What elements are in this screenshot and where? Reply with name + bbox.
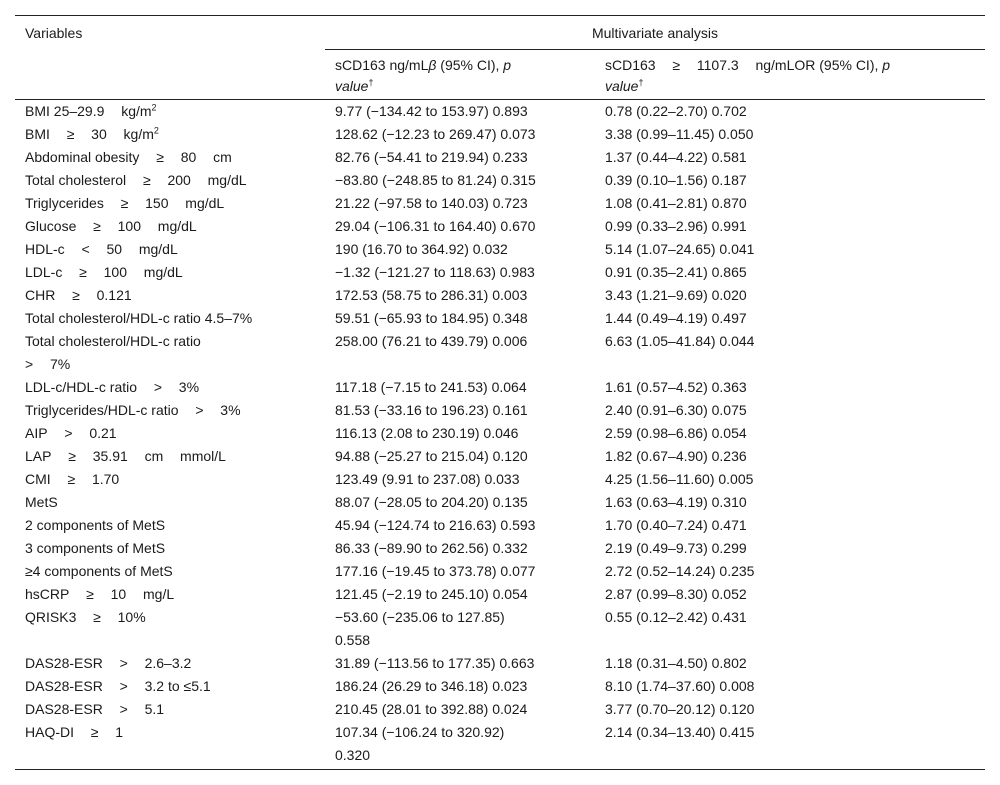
variable-label: BMI 25–29.9 kg/m: [25, 103, 152, 119]
variable-cell: [15, 330, 325, 376]
variable-cell: [15, 261, 325, 284]
or-cell: 3.43 (1.21–9.69) 0.020: [605, 287, 747, 303]
variable-label: DAS28-ESR > 3.2 to ≤5.1: [25, 678, 211, 694]
beta-cell: 121.45 (−2.19 to 245.10) 0.054: [335, 586, 528, 602]
variable-label: HDL-c < 50 mg/dL: [25, 241, 178, 257]
variable-cell: [15, 445, 325, 468]
beta-cell: 117.18 (−7.15 to 241.53) 0.064: [335, 379, 527, 395]
beta-cell: 88.07 (−28.05 to 204.20) 0.135: [335, 494, 528, 510]
variable-cell: [15, 560, 325, 583]
table-row: [15, 514, 985, 537]
variable-cell: [15, 146, 325, 169]
variable-cell: [15, 652, 325, 675]
table-row: [15, 698, 985, 721]
variable-label: HAQ-DI ≥ 1: [25, 724, 124, 740]
or-cell: 1.70 (0.40–7.24) 0.471: [605, 517, 747, 533]
variable-label: Triglycerides/HDL-c ratio > 3%: [25, 402, 241, 418]
blank-header-cell: [15, 50, 325, 100]
table-row: [15, 583, 985, 606]
variable-cell: [15, 468, 325, 491]
or-cell: 1.63 (0.63–4.19) 0.310: [605, 494, 747, 510]
variable-label: Abdominal obesity ≥ 80 cm: [25, 149, 232, 165]
or-cell: 3.38 (0.99–11.45) 0.050: [605, 126, 754, 142]
variable-label: 2 components of MetS: [25, 517, 166, 533]
or-cell: 0.39 (0.10–1.56) 0.187: [605, 172, 747, 188]
table-row: [15, 445, 985, 468]
table-row: [15, 399, 985, 422]
variable-label: CHR ≥ 0.121: [25, 287, 132, 303]
beta-cell: 59.51 (−65.93 to 184.95) 0.348: [335, 310, 528, 326]
variable-cell: [15, 123, 325, 146]
variable-cell: [15, 491, 325, 514]
variable-label: ≥4 components of MetS: [25, 563, 173, 579]
table-row: [15, 100, 985, 124]
or-cell: 1.08 (0.41–2.81) 0.870: [605, 195, 747, 211]
variable-label: DAS28-ESR > 5.1: [25, 701, 165, 717]
beta-cell: 45.94 (−124.74 to 216.63) 0.593: [335, 517, 536, 533]
variable-cell: [15, 721, 325, 770]
beta-cell: 128.62 (−12.23 to 269.47) 0.073: [335, 126, 536, 142]
variable-label: CMI ≥ 1.70: [25, 471, 120, 487]
or-cell: 0.78 (0.22–2.70) 0.702: [605, 103, 747, 119]
beta-cell: 177.16 (−19.45 to 373.78) 0.077: [335, 563, 536, 579]
variable-cell: [15, 192, 325, 215]
multivariate-group-header: Multivariate analysis: [325, 16, 985, 50]
variable-label: Triglycerides ≥ 150 mg/dL: [25, 195, 225, 211]
variable-cell: [15, 399, 325, 422]
variable-cell: [15, 537, 325, 560]
or-cell: 2.19 (0.49–9.73) 0.299: [605, 540, 747, 556]
or-cell: 5.14 (1.07–24.65) 0.041: [605, 241, 755, 257]
beta-cell: 81.53 (−33.16 to 196.23) 0.161: [335, 402, 528, 418]
variable-label: LAP ≥ 35.91 cm mmol/L: [25, 448, 226, 464]
variable-cell: [15, 675, 325, 698]
or-cell: 0.91 (0.35–2.41) 0.865: [605, 264, 747, 280]
beta-cell: 123.49 (9.91 to 237.08) 0.033: [335, 471, 520, 487]
table-row: [15, 468, 985, 491]
table-row: [15, 123, 985, 146]
or-cell: 1.18 (0.31–4.50) 0.802: [605, 655, 747, 671]
variable-cell: [15, 307, 325, 330]
beta-cell: 82.76 (−54.41 to 219.94) 0.233: [335, 149, 528, 165]
table-row: [15, 376, 985, 399]
superscript: 2: [151, 102, 157, 113]
beta-cell: 107.34 (−106.24 to 320.92) 0.320: [325, 721, 595, 770]
table-row: [15, 261, 985, 284]
beta-cell: 94.88 (−25.27 to 215.04) 0.120: [335, 448, 528, 464]
variable-cell: [15, 100, 325, 124]
beta-cell: 172.53 (58.75 to 286.31) 0.003: [335, 287, 528, 303]
table-row: [15, 560, 985, 583]
variable-cell: [15, 698, 325, 721]
table-row: [15, 606, 985, 652]
variable-label: Total cholesterol ≥ 200 mg/dL: [25, 172, 247, 188]
variable-cell: [15, 422, 325, 445]
table-row: [15, 422, 985, 445]
variable-cell: [15, 238, 325, 261]
table-row: [15, 284, 985, 307]
or-cell: 1.37 (0.44–4.22) 0.581: [605, 149, 747, 165]
or-cell: 0.99 (0.33–2.96) 0.991: [605, 218, 747, 234]
beta-cell: 116.13 (2.08 to 230.19) 0.046: [335, 425, 519, 441]
or-cell: 1.82 (0.67–4.90) 0.236: [605, 448, 747, 464]
beta-cell: 86.33 (−89.90 to 262.56) 0.332: [335, 540, 528, 556]
beta-cell: 258.00 (76.21 to 439.79) 0.006: [335, 333, 528, 349]
variable-cell: [15, 376, 325, 399]
table-row: [15, 721, 985, 770]
beta-cell: 210.45 (28.01 to 392.88) 0.024: [335, 701, 528, 717]
table-row: [15, 330, 985, 376]
table-row: [15, 307, 985, 330]
or-cell: 0.55 (0.12–2.42) 0.431: [605, 609, 747, 625]
beta-cell: −1.32 (−121.27 to 118.63) 0.983: [335, 264, 535, 280]
variable-cell: [15, 169, 325, 192]
variable-label: QRISK3 ≥ 10%: [25, 609, 146, 625]
multivariate-table: [15, 15, 985, 770]
variable-cell: [15, 583, 325, 606]
variable-label: hsCRP ≥ 10 mg/L: [25, 586, 175, 602]
variable-cell: [15, 514, 325, 537]
table-row: [15, 215, 985, 238]
or-cell: 3.77 (0.70–20.12) 0.120: [605, 701, 755, 717]
table-row: [15, 675, 985, 698]
beta-cell: 21.22 (−97.58 to 140.03) 0.723: [335, 195, 528, 211]
table-row: [15, 169, 985, 192]
or-cell: 1.61 (0.57–4.52) 0.363: [605, 379, 747, 395]
variable-label: DAS28-ESR > 2.6–3.2: [25, 655, 192, 671]
beta-cell: 29.04 (−106.31 to 164.40) 0.670: [335, 218, 536, 234]
table-row: [15, 537, 985, 560]
variable-cell: [15, 215, 325, 238]
beta-cell: 186.24 (26.29 to 346.18) 0.023: [335, 678, 528, 694]
variable-label: LDL-c ≥ 100 mg/dL: [25, 264, 183, 280]
table-row: [15, 652, 985, 675]
superscript: 2: [153, 125, 159, 136]
variable-label: Total cholesterol/HDL-c ratio 4.5–7%: [25, 310, 253, 326]
table-row: [15, 146, 985, 169]
or-cell: 8.10 (1.74–37.60) 0.008: [605, 678, 755, 694]
or-cell: 2.14 (0.34–13.40) 0.415: [595, 721, 985, 770]
table-row: [15, 192, 985, 215]
or-cell: 4.25 (1.56–11.60) 0.005: [605, 471, 754, 487]
variable-label: MetS: [25, 494, 58, 510]
beta-cell: 9.77 (−134.42 to 153.97) 0.893: [335, 103, 528, 119]
or-cell: 6.63 (1.05–41.84) 0.044: [605, 333, 755, 349]
variable-label: Glucose ≥ 100 mg/dL: [25, 218, 197, 234]
variable-label: BMI ≥ 30 kg/m: [25, 126, 154, 142]
or-cell: 1.44 (0.49–4.19) 0.497: [605, 310, 747, 326]
variables-header: Variables: [15, 16, 325, 50]
variable-cell: [15, 606, 325, 652]
or-column-header: sCD163 ≥ 1107.3 ng/mLOR (95% CI), p value†: [595, 50, 985, 100]
variable-label: 3 components of MetS: [25, 540, 166, 556]
variable-label: AIP > 0.21: [25, 425, 117, 441]
or-cell: 2.72 (0.52–14.24) 0.235: [605, 563, 755, 579]
beta-cell: −83.80 (−248.85 to 81.24) 0.315: [335, 172, 536, 188]
or-cell: 2.87 (0.99–8.30) 0.052: [605, 586, 747, 602]
beta-cell: 190 (16.70 to 364.92) 0.032: [335, 241, 508, 257]
table-row: [15, 491, 985, 514]
table-body: [15, 100, 985, 770]
beta-column-header: sCD163 ng/mLβ (95% CI), p value†: [325, 50, 595, 100]
table-row: [15, 238, 985, 261]
or-cell: 2.59 (0.98–6.86) 0.054: [605, 425, 747, 441]
variable-label: Total cholesterol/HDL-c ratio > 7%: [25, 333, 218, 372]
beta-cell: 31.89 (−113.56 to 177.35) 0.663: [335, 655, 535, 671]
variable-label: LDL-c/HDL-c ratio > 3%: [25, 379, 200, 395]
or-cell: 2.40 (0.91–6.30) 0.075: [605, 402, 747, 418]
beta-cell: −53.60 (−235.06 to 127.85) 0.558: [335, 609, 505, 648]
variable-cell: [15, 284, 325, 307]
